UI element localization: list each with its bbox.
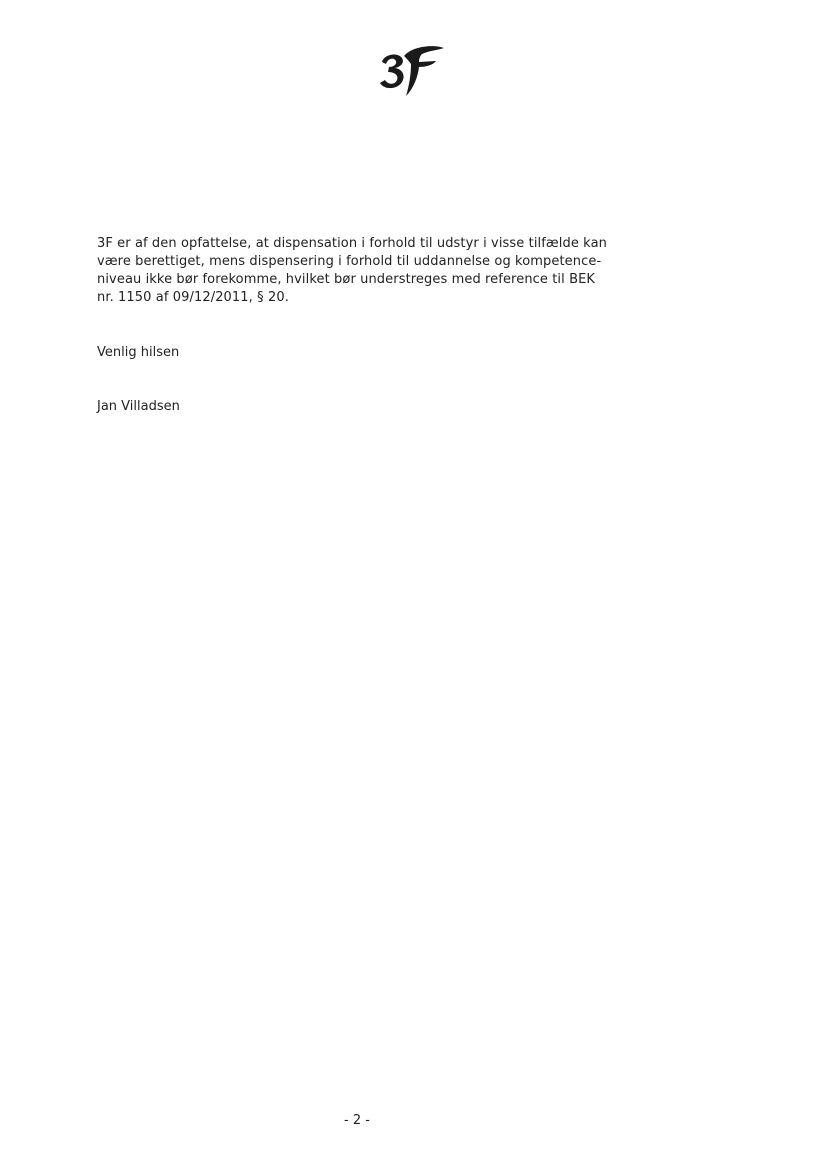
paragraph-line: 3F er af den opfattelse, at dispensation i forhold til udstyr i visse tilfælde kan bbox=[97, 236, 607, 251]
closing-salutation: Venlig hilsen bbox=[97, 345, 180, 360]
paragraph-line: nr. 1150 af 09/12/2011, § 20. bbox=[97, 290, 289, 305]
paragraph-line: niveau ikke bør forekomme, hvilket bør understreges med reference til BEK bbox=[97, 272, 596, 287]
letter-paragraph bbox=[97, 235, 627, 307]
signature-name: Jan Villadsen bbox=[97, 399, 180, 414]
page-number: - 2 - bbox=[344, 1113, 370, 1128]
3f-logo bbox=[376, 42, 448, 98]
3f-logo-mark bbox=[376, 42, 448, 98]
paragraph-line: være berettiget, mens dispensering i forhold til uddannelse og kompetence- bbox=[97, 254, 602, 269]
